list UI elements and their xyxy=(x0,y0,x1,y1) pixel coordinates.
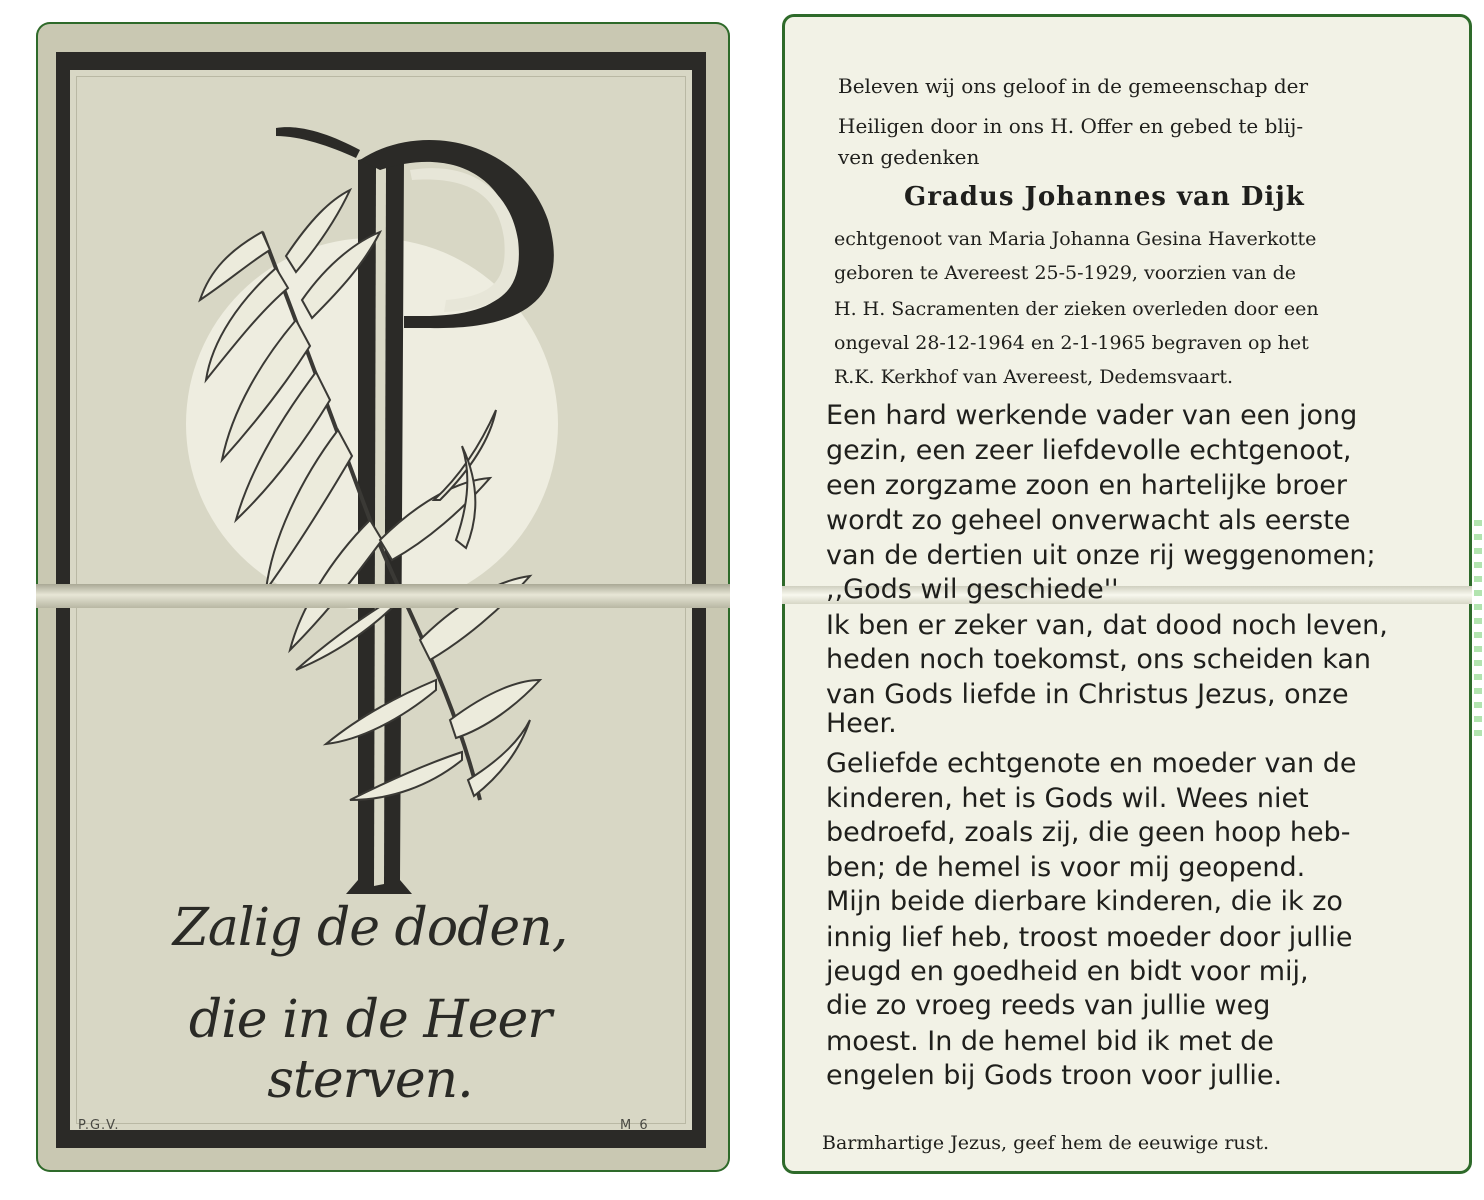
intro-line: Beleven wij ons geloof in de gemeenschap der xyxy=(838,74,1309,98)
body-line: Mijn beide dierbare kinderen, die ik zo xyxy=(826,886,1343,917)
body-line: bedroefd, zoals zij, die geen hoop heb- xyxy=(826,817,1351,848)
publisher-mark: P.G.V. xyxy=(78,1118,120,1133)
deceased-name: Gradus Johannes van Dijk xyxy=(904,182,1305,212)
fold-line-left xyxy=(36,584,730,608)
body-line: heden noch toekomst, ons scheiden kan xyxy=(826,644,1372,675)
intro-line: ven gedenken xyxy=(838,145,980,169)
closing-prayer: Barmhartige Jezus, geef hem de eeuwige rust. xyxy=(822,1132,1270,1154)
caption-line-1: Zalig de doden, xyxy=(172,898,568,958)
scan-artifact xyxy=(1474,520,1482,740)
body-line: een zorgzame zoon en hartelijke broer xyxy=(826,470,1348,501)
body-line: Geliefde echtgenote en moeder van de xyxy=(826,748,1357,779)
body-line: moest. In de hemel bid ik met de xyxy=(826,1026,1274,1057)
body-line: Heer. xyxy=(826,708,897,739)
body-line: van de dertien uit onze rij weggenomen; xyxy=(826,540,1376,571)
details-line: echtgenoot van Maria Johanna Gesina Haverkotte xyxy=(834,228,1317,250)
model-mark: M 6 xyxy=(620,1118,650,1133)
letter-p-stem-highlight xyxy=(374,166,386,886)
body-line: van Gods liefde in Christus Jezus, onze xyxy=(826,679,1349,710)
body-line: ,,Gods wil geschiede'' xyxy=(826,574,1119,605)
body-line: kinderen, het is Gods wil. Wees niet xyxy=(826,783,1309,814)
body-line: jeugd en goedheid en bidt voor mij, xyxy=(826,956,1309,987)
details-line: H. H. Sacramenten der zieken overleden door een xyxy=(834,298,1319,320)
body-line: innig lief heb, troost moeder door jullie xyxy=(826,922,1353,953)
body-line: die zo vroeg reeds van jullie weg xyxy=(826,990,1271,1021)
details-line: ongeval 28-12-1964 en 2-1-1965 begraven op het xyxy=(834,332,1309,354)
intro-line: Heiligen door in ons H. Offer en gebed te blij- xyxy=(838,114,1304,138)
body-line: Ik ben er zeker van, dat dood noch leven, xyxy=(826,610,1388,641)
body-line: Een hard werkende vader van een jong xyxy=(826,400,1358,431)
details-line: geboren te Avereest 25-5-1929, voorzien van de xyxy=(834,262,1297,284)
body-line: wordt zo geheel onverwacht als eerste xyxy=(826,505,1351,536)
caption-line-2: die in de Heer sterven. xyxy=(188,990,552,1110)
body-line: ben; de hemel is voor mij geopend. xyxy=(826,852,1306,883)
body-line: gezin, een zeer liefdevolle echtgenoot, xyxy=(826,435,1352,466)
body-line: engelen bij Gods troon voor jullie. xyxy=(826,1060,1283,1091)
details-line: R.K. Kerkhof van Avereest, Dedemsvaart. xyxy=(834,366,1233,388)
